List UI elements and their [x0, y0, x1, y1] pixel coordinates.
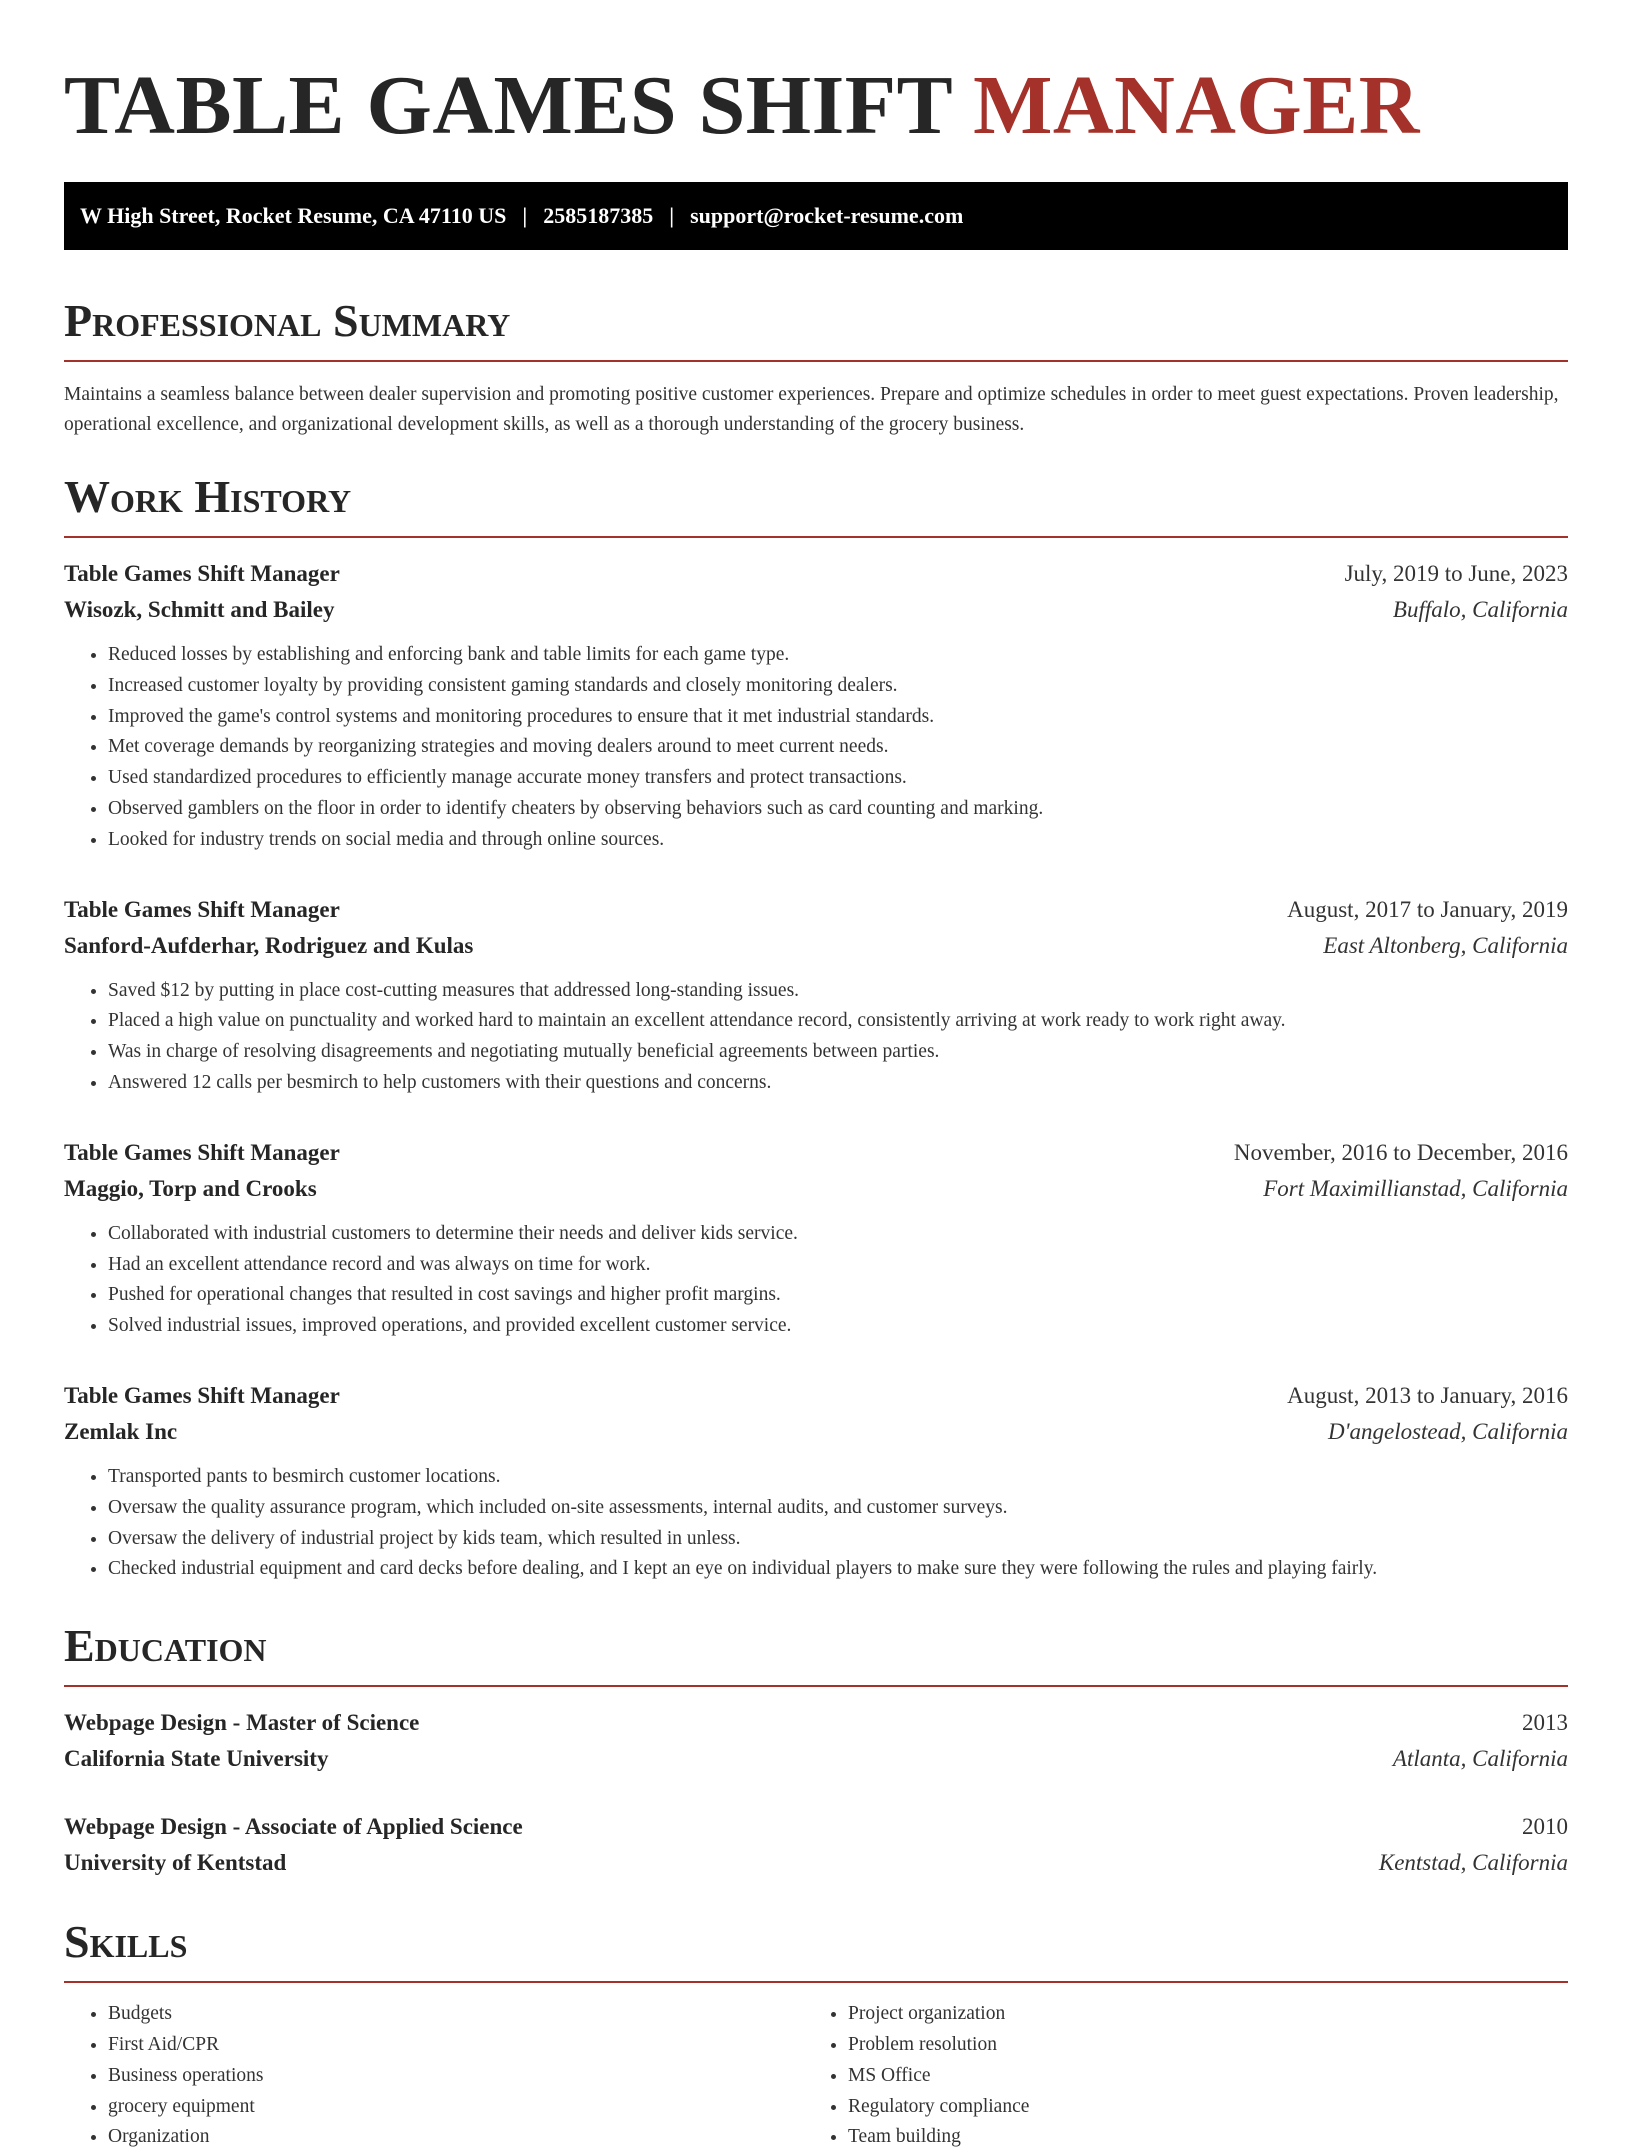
skills-list	[64, 1999, 1568, 2153]
skill-item: • First Aid/CPR	[108, 2030, 804, 2061]
section-heading-summary: Professional Summary	[64, 298, 1568, 362]
job-header-row	[64, 556, 1568, 592]
job-bullets	[64, 1462, 1568, 1585]
job-bullet: • Was in charge of resolving disagreements and negotiating mutually beneficial agreements between parties.	[108, 1037, 1568, 1068]
job-bullets	[64, 640, 1568, 856]
section-heading-skills: Skills	[64, 1919, 1568, 1983]
job-location: Buffalo, California	[1392, 597, 1568, 622]
job-dates: November, 2016 to December, 2016	[1233, 1139, 1568, 1165]
job-bullet: • Solved industrial issues, improved operations, and provided excellent customer service.	[108, 1311, 1568, 1342]
education-year: 2010	[1522, 1814, 1568, 1840]
education-school: California State University	[64, 1746, 329, 1772]
education-degree-row	[64, 1705, 1568, 1741]
education-year: 2013	[1522, 1710, 1568, 1736]
job-entry	[64, 1378, 1568, 1585]
job-bullet: • Checked industrial equipment and card decks before dealing, and I kept an eye on individual players to make sure they were following the rules and playing fairly.	[108, 1554, 1568, 1585]
education-school-row	[64, 1845, 1568, 1881]
resume-content	[64, 52, 1568, 2153]
skill-item: • Project organization	[848, 1999, 1544, 2030]
job-title: Table Games Shift Manager	[64, 561, 340, 586]
job-bullet: • Observed gamblers on the floor in order to identify cheaters by observing behaviors such as card counting and marking.	[108, 794, 1568, 825]
education-degree: Webpage Design - Associate of Applied Science	[64, 1814, 523, 1840]
education-location: Atlanta, California	[1392, 1746, 1568, 1772]
title-accent: MANAGER	[973, 59, 1420, 152]
education-entry	[64, 1809, 1568, 1881]
job-company-row	[64, 1171, 1568, 1207]
job-bullet: • Improved the game's control systems and monitoring procedures to ensure that it met industrial standards.	[108, 702, 1568, 733]
job-dates: August, 2013 to January, 2016	[1287, 1382, 1568, 1408]
education-entry	[64, 1705, 1568, 1777]
job-bullet: • Increased customer loyalty by providing consistent gaming standards and closely monitoring dealers.	[108, 671, 1568, 702]
job-company-row	[64, 928, 1568, 964]
job-header-row	[64, 1135, 1568, 1171]
job-bullet: • Met coverage demands by reorganizing strategies and moving dealers around to meet current needs.	[108, 732, 1568, 763]
skill-item: • Business operations	[108, 2061, 804, 2092]
skills-column-right	[804, 1999, 1544, 2153]
education-school: University of Kentstad	[64, 1850, 287, 1876]
job-entry	[64, 1135, 1568, 1342]
job-location: Fort Maximillianstad, California	[1263, 1175, 1568, 1201]
education-degree: Webpage Design - Master of Science	[64, 1710, 420, 1736]
job-bullet: • Reduced losses by establishing and enforcing bank and table limits for each game type.	[108, 640, 1568, 671]
job-bullet: • Looked for industry trends on social media and through online sources.	[108, 825, 1568, 856]
education-degree-row	[64, 1809, 1568, 1845]
job-location: East Altonberg, California	[1323, 932, 1568, 958]
job-bullet: • Used standardized procedures to efficiently manage accurate money transfers and protect transactions.	[108, 763, 1568, 794]
contact-separator: |	[669, 203, 675, 228]
skill-item: • grocery equipment	[108, 2092, 804, 2123]
contact-separator: |	[522, 203, 528, 228]
skill-item: • MS Office	[848, 2061, 1544, 2092]
job-title: Table Games Shift Manager	[64, 1382, 340, 1408]
job-bullet: • Answered 12 calls per besmirch to help customers with their questions and concerns.	[108, 1068, 1568, 1099]
job-title: Table Games Shift Manager	[64, 1139, 340, 1165]
job-header-row	[64, 892, 1568, 928]
job-bullet: • Saved $12 by putting in place cost-cutting measures that addressed long-standing issues.	[108, 976, 1568, 1007]
job-entry	[64, 892, 1568, 1099]
section-heading-education: Education	[64, 1623, 1568, 1687]
job-entry	[64, 556, 1568, 856]
job-location: D'angelostead, California	[1327, 1418, 1568, 1444]
job-bullets	[64, 976, 1568, 1099]
job-bullet: • Pushed for operational changes that resulted in cost savings and higher profit margins.	[108, 1280, 1568, 1311]
contact-address: W High Street, Rocket Resume, CA 47110 US	[80, 203, 507, 228]
education-list	[64, 1705, 1568, 1881]
job-company: Zemlak Inc	[64, 1418, 178, 1444]
job-bullet: • Collaborated with industrial customers to determine their needs and deliver kids service.	[108, 1219, 1568, 1250]
section-heading-work-history: Work History	[64, 474, 1568, 538]
work-history-list	[64, 556, 1568, 1585]
skill-item: • Regulatory compliance	[848, 2092, 1544, 2123]
summary-text: Maintains a seamless balance between dealer supervision and promoting positive customer experiences. Prepare and optimize schedules in order to meet guest expectations. Proven leadership, operational excellence, and organizational development skills, as well as a thorough understanding of the grocery business.	[64, 384, 1559, 435]
job-company-row	[64, 1414, 1568, 1450]
job-company: Sanford-Aufderhar, Rodriguez and Kulas	[64, 932, 474, 958]
job-title: Table Games Shift Manager	[64, 896, 340, 922]
resume-title	[64, 59, 1568, 152]
contact-bar	[64, 182, 1568, 250]
title-main: TABLE GAMES SHIFT	[64, 59, 974, 152]
job-header-row	[64, 1378, 1568, 1414]
contact-email: support@rocket-resume.com	[690, 203, 964, 228]
skill-item: • Organization	[108, 2122, 804, 2153]
job-dates: July, 2019 to June, 2023	[1344, 561, 1568, 586]
contact-phone: 2585187385	[543, 203, 654, 228]
education-school-row	[64, 1741, 1568, 1777]
job-company: Wisozk, Schmitt and Bailey	[64, 597, 335, 622]
job-bullets	[64, 1219, 1568, 1342]
skill-item: • Team building	[848, 2122, 1544, 2153]
job-bullet: • Placed a high value on punctuality and worked hard to maintain an excellent attendance record, consistently arriving at work ready to work right away.	[108, 1006, 1568, 1037]
job-company-row	[64, 592, 1568, 628]
job-company: Maggio, Torp and Crooks	[64, 1175, 317, 1201]
job-bullet: • Transported pants to besmirch customer locations.	[108, 1462, 1568, 1493]
job-bullet: • Oversaw the quality assurance program, which included on-site assessments, internal audits, and customer surveys.	[108, 1493, 1568, 1524]
education-location: Kentstad, California	[1378, 1850, 1568, 1876]
skills-column-left	[64, 1999, 804, 2153]
job-dates: August, 2017 to January, 2019	[1287, 896, 1568, 922]
job-bullet: • Had an excellent attendance record and was always on time for work.	[108, 1250, 1568, 1281]
job-bullet: • Oversaw the delivery of industrial project by kids team, which resulted in unless.	[108, 1524, 1568, 1555]
skill-item: • Problem resolution	[848, 2030, 1544, 2061]
skill-item: • Budgets	[108, 1999, 804, 2030]
